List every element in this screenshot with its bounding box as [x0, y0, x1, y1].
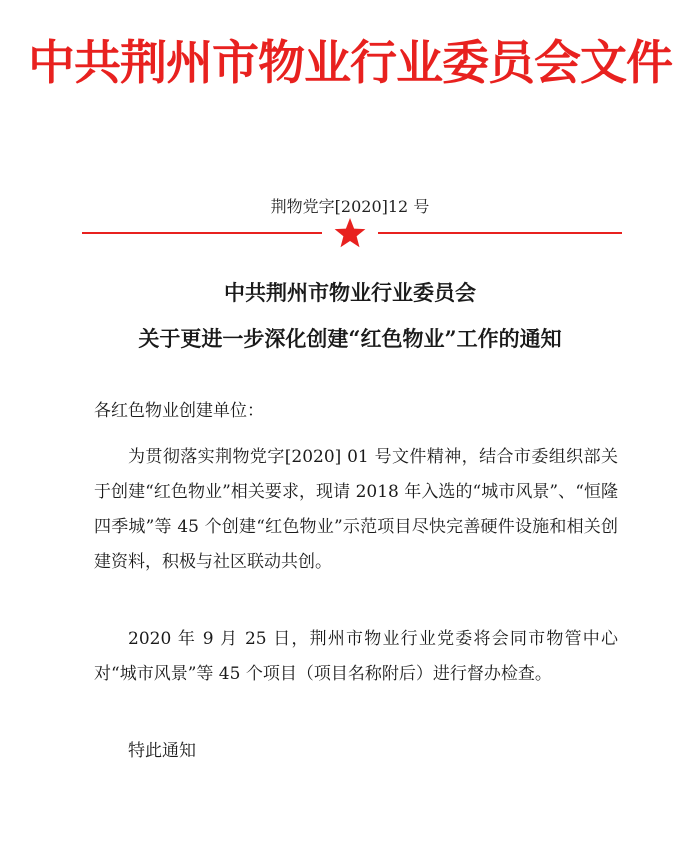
body-paragraph-2: 2020 年 9 月 25 日，荆州市物业行业党委将会同市物管中心对“城市风景”等 45 个项目（项目名称附后）进行督办检查。	[94, 629, 618, 684]
red-divider-right	[378, 232, 622, 234]
notice-title-line-2: 关于更进一步深化创建“红色物业”工作的通知	[138, 326, 562, 351]
closing-remark: 特此通知	[128, 741, 196, 761]
body-paragraph-1: 为贯彻落实荆物党字[2020] 01 号文件精神，结合市委组织部关于创建“红色物业”相关要求，现请 2018 年入选的“城市风景”、“恒隆四季城”等 45 个创建“红色物业”示范项目尽快完善硬件设施和相关创建资料，积极与社区联动共创。	[94, 447, 618, 572]
document-number: 荆物党字[2020]12 号	[270, 197, 430, 216]
document-header-title: 中共荆州市物业行业委员会文件	[28, 36, 672, 91]
salutation: 各红色物业创建单位：	[94, 401, 264, 421]
notice-title-line-1: 中共荆州市物业行业委员会	[224, 280, 476, 305]
star-icon	[333, 216, 367, 250]
red-divider-left	[82, 232, 322, 234]
